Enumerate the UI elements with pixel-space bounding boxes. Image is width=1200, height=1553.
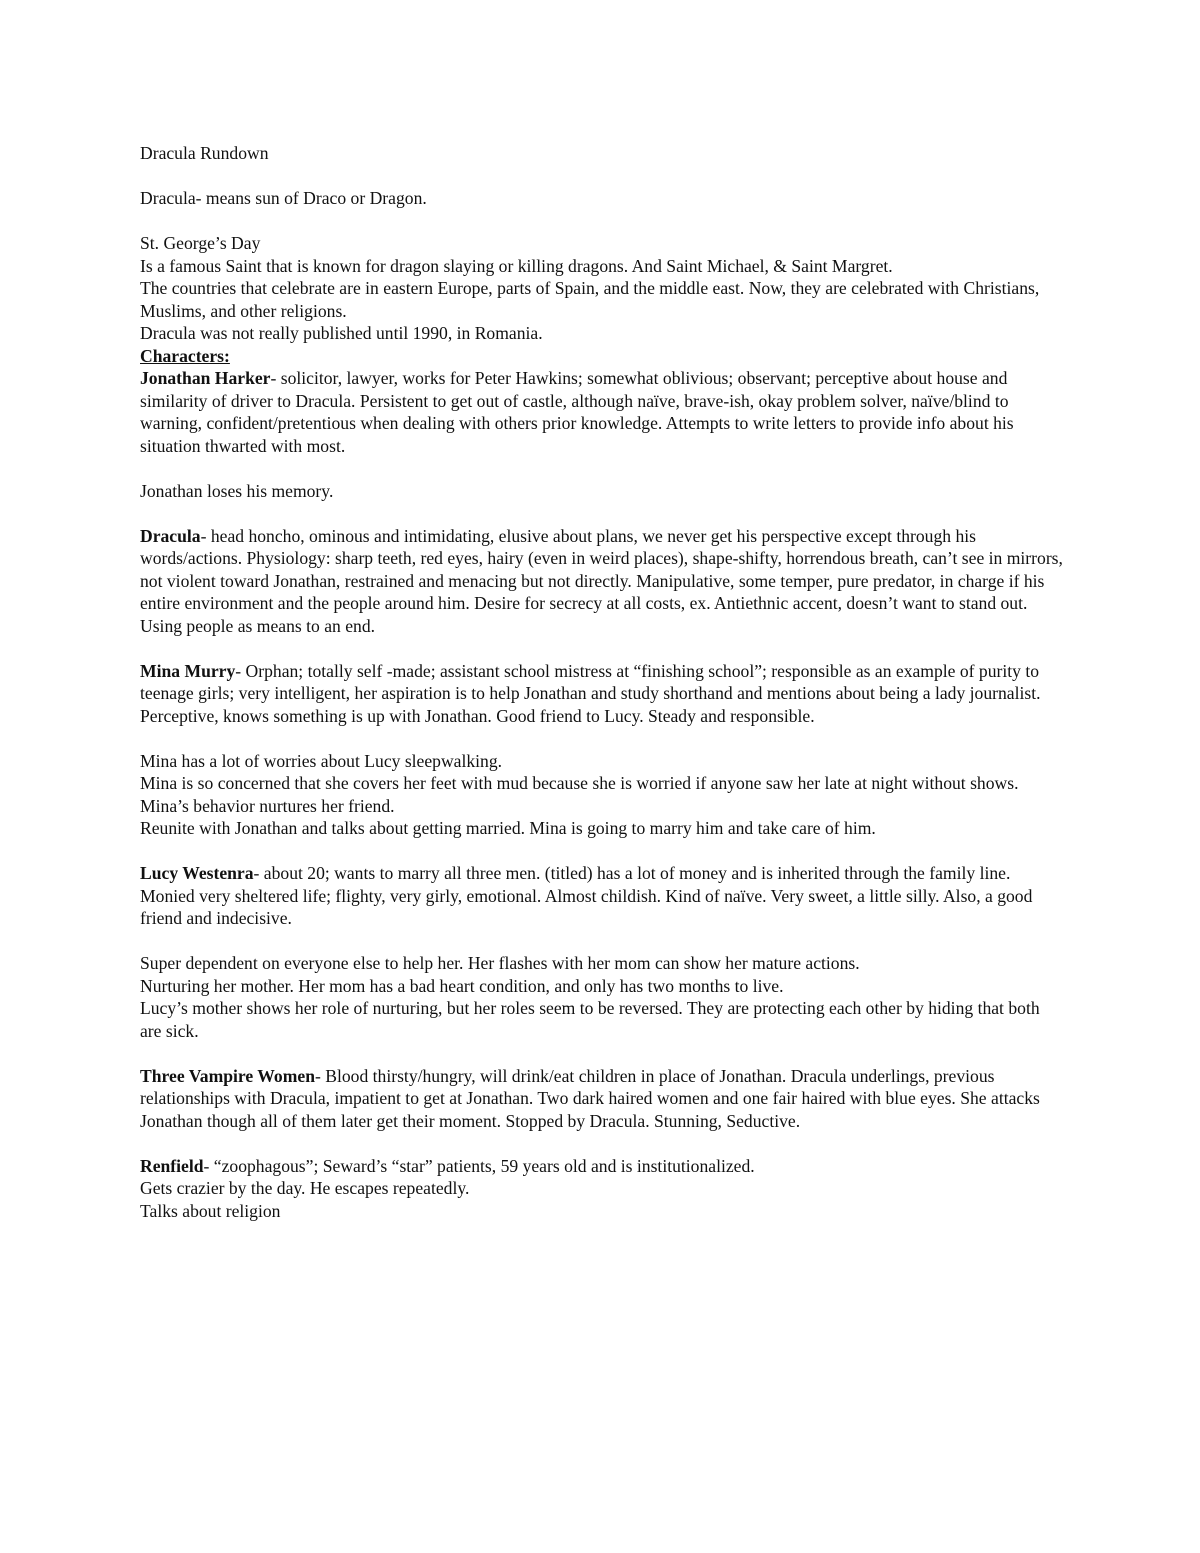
lucy-note: Super dependent on everyone else to help her. Her flashes with her mom can show her mature actions. xyxy=(140,953,860,973)
renfield-name: Renfield xyxy=(140,1155,204,1176)
spacer xyxy=(140,840,1065,863)
spacer xyxy=(140,210,1065,233)
harker-note: Jonathan loses his memory. xyxy=(140,480,334,501)
mina-note: Reunite with Jonathan and talks about getting married. Mina is going to marry him and take care of him. xyxy=(140,818,876,838)
mina-note: Mina has a lot of worries about Lucy sleepwalking. xyxy=(140,750,503,771)
vampires-entry xyxy=(140,1065,1065,1133)
st-georges-day: St. George’s Day xyxy=(140,233,261,253)
spacer xyxy=(140,930,1065,953)
vampires-desc: - Blood thirsty/hungry, will drink/eat children in place of Jonathan. Dracula underlings, previous relationships with Dracula, impatient to get at Jonathan. Two dark haired women and one fair haired with blue eyes. She attacks Jonathan though all of them later get their moment. Stopped by Dracula. Stunning, Seductive. xyxy=(140,1065,1040,1131)
vampires-name: Three Vampire Women xyxy=(140,1065,315,1086)
spacer xyxy=(140,165,1065,188)
countries-line: The countries that celebrate are in eastern Europe, parts of Spain, and the middle east. Now, they are celebrated with Christians, Muslims, and other religions. xyxy=(140,278,1040,321)
spacer xyxy=(140,502,1065,525)
dracula-name: Dracula xyxy=(140,525,201,546)
document-title: Dracula Rundown xyxy=(140,143,269,163)
published-line: Dracula was not really published until 1990, in Romania. xyxy=(140,323,543,343)
harker-entry xyxy=(140,367,1065,457)
mina-name: Mina Murry xyxy=(140,660,236,681)
mina-entry xyxy=(140,660,1065,728)
renfield-note: Talks about religion xyxy=(140,1200,281,1221)
lucy-name: Lucy Westenra xyxy=(140,863,254,883)
renfield-note: Gets crazier by the day. He escapes repeatedly. xyxy=(140,1178,470,1198)
spacer xyxy=(140,1132,1065,1155)
mina-note: Mina is so concerned that she covers her feet with mud because she is worried if anyone saw her late at night without shows. xyxy=(140,773,1019,793)
mina-note: Mina’s behavior nurtures her friend. xyxy=(140,795,395,816)
spacer xyxy=(140,1042,1065,1065)
saint-line: Is a famous Saint that is known for dragon slaying or killing dragons. And Saint Michael, & Saint Margret. xyxy=(140,255,893,276)
document-page xyxy=(140,142,1065,1222)
renfield-desc: - “zoophagous”; Seward’s “star” patients, 59 years old and is institutionalized. xyxy=(203,1155,755,1176)
lucy-entry xyxy=(140,862,1065,930)
characters-heading-text: Characters: xyxy=(140,345,230,366)
mina-desc: - Orphan; totally self -made; assistant school mistress at “finishing school”; responsible as an example of purity to teenage girls; very intelligent, her aspiration is to help Jonathan and study shorthand and mentions about being a lady journalist. Perceptive, knows something is up with Jonathan. Good friend to Lucy. Steady and responsible. xyxy=(140,660,1041,726)
lucy-desc: - about 20; wants to marry all three men. (titled) has a lot of money and is inherited through the family line. Monied very sheltered life; flighty, very girly, emotional. Almost childish. Kind of naïve. Very sweet, a little silly. Also, a good friend and indecisive. xyxy=(140,863,1033,928)
dracula-entry xyxy=(140,525,1065,638)
dracula-desc: - head honcho, ominous and intimidating, elusive about plans, we never get his perspective except through his words/actions. Physiology: sharp teeth, red eyes, hairy (even in weird places), shape-shifty, horrendous breath, can’t see in mirrors, not violent toward Jonathan, restrained and menacing but not directly. Manipulative, some temper, pure predator, in charge if his entire environment and the people around him. Desire for secrecy at all costs, ex. Antiethnic accent, doesn’t want to stand out. Using people as means to an end. xyxy=(140,525,1063,636)
harker-desc: - solicitor, lawyer, works for Peter Hawkins; somewhat oblivious; observant; perceptive about house and similarity of driver to Dracula. Persistent to get out of castle, although naïve, brave-ish, okay problem solver, naïve/blind to warning, confident/pretentious when dealing with others prior knowledge. Attempts to write letters to provide info about his situation thwarted with most. xyxy=(140,368,1014,456)
dracula-meaning: Dracula- means sun of Draco or Dragon. xyxy=(140,188,427,208)
renfield-entry xyxy=(140,1155,1065,1178)
harker-name: Jonathan Harker xyxy=(140,368,271,388)
lucy-note: Lucy’s mother shows her role of nurturing, but her roles seem to be reversed. They are protecting each other by hiding that both are sick. xyxy=(140,998,1040,1041)
characters-heading xyxy=(140,345,1065,368)
spacer xyxy=(140,727,1065,750)
spacer xyxy=(140,637,1065,660)
lucy-note: Nurturing her mother. Her mom has a bad heart condition, and only has two months to live. xyxy=(140,975,784,996)
spacer xyxy=(140,457,1065,480)
